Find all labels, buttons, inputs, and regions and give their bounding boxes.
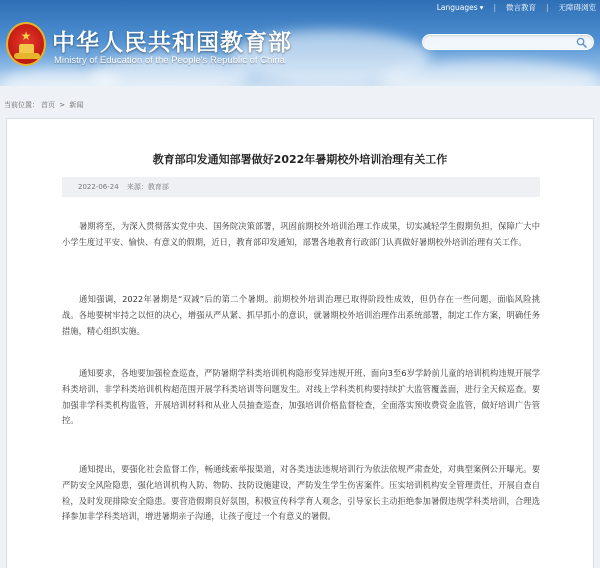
divider: |	[493, 3, 496, 12]
national-emblem-icon[interactable]: ★	[6, 22, 46, 66]
site-header	[0, 0, 600, 86]
breadcrumb	[4, 100, 85, 110]
breadcrumb-current[interactable]: 新闻	[69, 101, 84, 109]
article-paragraph: 暑期将至，为深入贯彻落实党中央、国务院决策部署，巩固前期校外培训治理工作成果，切实减轻学生假期负担，保障广大中小学生度过平安、愉快、有意义的假期，近日，教育部印发通知，部署各地教育行政部门认真做好暑期校外培训治理有关工作。	[62, 221, 540, 247]
search-box	[422, 34, 594, 50]
barrier-free-link[interactable]: 无障碍浏览	[558, 3, 596, 12]
weiyan-link[interactable]: 微言教育	[505, 3, 536, 12]
site-title[interactable]: 中华人民共和国教育部	[52, 29, 292, 56]
chevron-down-icon: ▾	[479, 3, 484, 12]
breadcrumb-separator: >	[59, 101, 66, 109]
article-paragraph: 通知要求，各地要加强检查巡查，严防暑期学科类培训机构隐形变异违规开班、面向3至6岁学龄前儿童的培训机构违规开展学科类培训、非学科类培训机构超范围开展学科类培训等问题发生。对线上学科类机构要持续扩大监管覆盖面，进行全天候巡查。要加强非学科类机构监管，开展培训材料和从业人员抽查巡查，加强培训价格监督检查，全面落实预收费资金监管，做好培训广告管控。	[62, 368, 540, 426]
article-paragraph: 通知提出，要强化社会监督工作，畅通线索举报渠道，对各类违法违规培训行为依法依规严肃查处，对典型案例公开曝光。要严防安全风险隐患，强化培训机构人防、物防、技防设施建设，严防发生学生伤害案件。压实培训机构安全管理责任，开展自查自检，及时发现排除安全隐患。要营造假期良好氛围，积极宣传科学育人观念，引导家长主动拒绝参加暑假违规学科类培训，合理选择参加非学科类培训，增进暑期亲子沟通，让孩子度过一个有意义的暑假。	[62, 464, 540, 522]
article-paragraph: 通知强调，2022年暑期是“双减”后的第二个暑期。前期校外培训治理已取得阶段性成效，但仍存在一些问题，面临风险挑战。各地要树牢持之以恒的决心，增强从严从紧、抓早抓小的意识，就暑期校外培训治理作出系统部署，制定工作方案，明确任务措施，精心组织实施。	[62, 294, 540, 336]
article-source: 教育部	[147, 183, 169, 191]
article-source-label: 来源：	[126, 183, 148, 191]
divider: |	[545, 3, 549, 12]
top-links	[437, 2, 596, 13]
breadcrumb-prefix: 当前位置：	[4, 101, 39, 109]
article-title: 教育部印发通知部署做好2022年暑期校外培训治理有关工作	[152, 153, 448, 166]
article-date: 2022-06-24	[78, 183, 119, 191]
article-meta	[62, 177, 540, 197]
search-input[interactable]	[423, 41, 573, 55]
search-icon[interactable]	[576, 37, 587, 48]
site-subtitle: Ministry of Education of the People's Republic of China	[54, 55, 285, 66]
breadcrumb-home[interactable]: 首页	[41, 101, 55, 109]
languages-link[interactable]	[437, 3, 484, 12]
languages-label: Languages	[436, 3, 478, 12]
